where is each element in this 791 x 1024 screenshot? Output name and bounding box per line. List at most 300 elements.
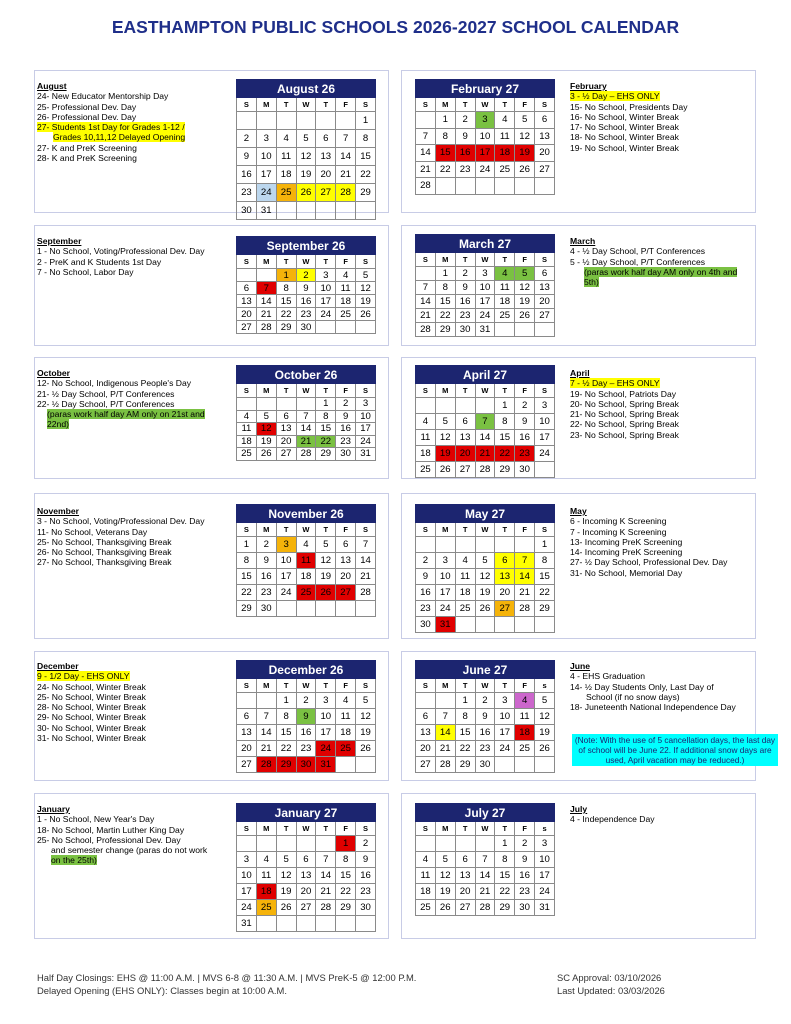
calendar-day: 15 <box>316 423 336 436</box>
calendar-day <box>256 693 276 709</box>
calendar-day: 21 <box>416 309 436 323</box>
calendar-day: 9 <box>356 852 376 868</box>
calendar-day: 21 <box>256 741 276 757</box>
calendar-day: 3 <box>276 537 296 553</box>
calendar-day: 18 <box>336 725 356 741</box>
calendar-day: 26 <box>256 448 276 461</box>
footer-right <box>557 971 665 997</box>
calendar-day: 28 <box>256 321 276 334</box>
day-of-week: S <box>535 384 555 398</box>
day-of-week: W <box>475 98 495 112</box>
note-line: 31- No School, Winter Break <box>37 733 146 744</box>
calendar-day <box>455 617 475 633</box>
note-line: 24- New Educator Mentorship Day <box>37 91 169 102</box>
notes-header: May <box>570 506 587 516</box>
calendar-day: 15 <box>276 725 296 741</box>
calendar-day: 13 <box>495 569 515 585</box>
calendar-day: 26 <box>316 585 336 601</box>
calendar-month-title: July 27 <box>416 804 555 822</box>
calendar-day: 20 <box>495 585 515 601</box>
day-of-week: S <box>356 822 376 836</box>
note-line: Grades 10,11,12 Delayed Opening <box>53 132 186 143</box>
calendar-day: 6 <box>336 537 356 553</box>
calendar-day: 24 <box>495 741 515 757</box>
calendar-day: 10 <box>475 281 495 295</box>
calendar-day: 1 <box>316 398 336 411</box>
calendar-month-title: September 26 <box>237 237 376 255</box>
day-of-week: W <box>475 523 495 537</box>
calendar-day: 17 <box>475 145 495 162</box>
calendar-day: 16 <box>515 868 535 884</box>
note-line: 7 - No School, Labor Day <box>37 266 134 277</box>
note-line: 26- No School, Thanksgiving Break <box>37 547 172 558</box>
calendar-day: 24 <box>356 435 376 448</box>
calendar-day: 6 <box>535 267 555 281</box>
calendar-day: 23 <box>356 884 376 900</box>
calendar-feb <box>415 79 555 195</box>
calendar-day: 20 <box>535 295 555 309</box>
calendar-day: 4 <box>336 269 356 282</box>
calendar-day: 18 <box>416 446 436 462</box>
calendar-day: 27 <box>237 757 257 773</box>
day-of-week: W <box>296 822 316 836</box>
day-of-week: T <box>455 523 475 537</box>
calendar-day: 21 <box>316 884 336 900</box>
day-of-week: S <box>535 523 555 537</box>
calendar-day: 26 <box>435 900 455 916</box>
calendar-day: 13 <box>296 868 316 884</box>
calendar-day: 1 <box>276 693 296 709</box>
calendar-day: 29 <box>276 321 296 334</box>
calendar-day: 13 <box>237 725 257 741</box>
calendar-day: 29 <box>316 448 336 461</box>
calendar-day: 11 <box>455 569 475 585</box>
calendar-day: 20 <box>237 741 257 757</box>
notes-nov <box>37 506 227 568</box>
day-of-week: T <box>495 384 515 398</box>
notes-header: October <box>37 368 70 378</box>
day-of-week: S <box>416 98 436 112</box>
calendar-day: 25 <box>455 601 475 617</box>
calendar-day: 31 <box>475 323 495 337</box>
calendar-day: 5 <box>316 537 336 553</box>
note-line: 7 - ½ Day – EHS ONLY <box>570 378 660 389</box>
note-line: 19- No School, Patriots Day <box>570 388 677 399</box>
day-of-week: S <box>416 679 436 693</box>
calendar-day: 19 <box>515 145 535 162</box>
note-line: 30- No School, Winter Break <box>37 722 146 733</box>
calendar-jun <box>415 660 555 773</box>
calendar-day: 19 <box>256 435 276 448</box>
calendar-day: 27 <box>495 601 515 617</box>
calendar-day: 22 <box>495 446 515 462</box>
calendar-day: 25 <box>336 308 356 321</box>
day-of-week: S <box>535 98 555 112</box>
calendar-day: 22 <box>435 161 455 178</box>
calendar-day: 26 <box>535 741 555 757</box>
calendar-day: 1 <box>276 269 296 282</box>
calendar-day: 28 <box>416 178 436 195</box>
calendar-day <box>535 462 555 478</box>
calendar-day <box>495 323 515 337</box>
notes-may <box>570 506 760 578</box>
calendar-day <box>515 537 535 553</box>
calendar-day <box>416 267 436 281</box>
calendar-day: 22 <box>316 435 336 448</box>
note-line: 22nd) <box>47 419 69 430</box>
calendar-day: 4 <box>455 553 475 569</box>
calendar-day: 6 <box>455 414 475 430</box>
day-of-week: S <box>416 523 436 537</box>
note-line: 25- No School, Professional Dev. Day <box>37 834 181 845</box>
calendar-day: 28 <box>316 900 336 916</box>
calendar-day: 16 <box>515 430 535 446</box>
day-of-week: W <box>475 253 495 267</box>
calendar-day <box>316 321 336 334</box>
calendar-day <box>276 202 296 220</box>
day-of-week: T <box>495 679 515 693</box>
calendar-day: 10 <box>475 128 495 145</box>
calendar-day: 12 <box>356 282 376 295</box>
calendar-day: 26 <box>515 161 535 178</box>
calendar-day: 5 <box>256 410 276 423</box>
calendar-day: 26 <box>356 308 376 321</box>
calendar-day: 12 <box>475 569 495 585</box>
calendar-day <box>237 836 257 852</box>
calendar-day: 30 <box>256 601 276 617</box>
calendar-day: 19 <box>515 295 535 309</box>
calendar-day: 29 <box>495 462 515 478</box>
day-of-week: M <box>435 679 455 693</box>
calendar-day: 12 <box>356 709 376 725</box>
calendar-oct <box>236 365 376 461</box>
calendar-day: 1 <box>455 693 475 709</box>
day-of-week: M <box>435 253 455 267</box>
calendar-day: 5 <box>276 852 296 868</box>
calendar-day: 7 <box>356 537 376 553</box>
day-of-week: F <box>336 679 356 693</box>
calendar-day: 25 <box>416 462 436 478</box>
calendar-day <box>237 269 257 282</box>
snow-day-note: (Note: With the use of 5 cancellation days, the last day of school will be June 22. If additional snow days are used, April vacation may be reduced.) <box>572 734 778 766</box>
calendar-day: 6 <box>237 282 257 295</box>
calendar-day: 23 <box>256 585 276 601</box>
calendar-day: 24 <box>535 884 555 900</box>
calendar-day: 7 <box>416 281 436 295</box>
day-of-week: S <box>416 253 436 267</box>
calendar-day: 14 <box>475 430 495 446</box>
note-line: 25- No School, Thanksgiving Break <box>37 536 172 547</box>
calendar-day: 17 <box>495 725 515 741</box>
calendar-day <box>256 398 276 411</box>
calendar-day: 2 <box>416 553 436 569</box>
calendar-day: 10 <box>316 709 336 725</box>
calendar-day: 22 <box>276 741 296 757</box>
calendar-day: 7 <box>256 282 276 295</box>
calendar-day: 25 <box>237 448 257 461</box>
note-line: 23- No School, Spring Break <box>570 429 679 440</box>
note-line: 27- ½ Day School, Professional Dev. Day <box>570 557 728 568</box>
calendar-day: 1 <box>495 398 515 414</box>
calendar-day: 8 <box>316 410 336 423</box>
calendar-day: 14 <box>356 553 376 569</box>
calendar-day <box>495 537 515 553</box>
calendar-day: 9 <box>455 281 475 295</box>
calendar-day: 21 <box>416 161 436 178</box>
note-line: 24- No School, Winter Break <box>37 681 146 692</box>
calendar-day: 22 <box>237 585 257 601</box>
calendar-day <box>435 398 455 414</box>
calendar-day: 23 <box>296 308 316 321</box>
calendar-day: 27 <box>296 900 316 916</box>
calendar-day: 17 <box>535 430 555 446</box>
day-of-week: s <box>535 822 555 836</box>
calendar-day: 31 <box>237 916 257 932</box>
calendar-day: 7 <box>515 553 535 569</box>
note-line: 25- Professional Dev. Day <box>37 101 137 112</box>
day-of-week: T <box>316 523 336 537</box>
note-line: 5th) <box>584 277 599 288</box>
calendar-day: 15 <box>535 569 555 585</box>
calendar-day: 5 <box>356 693 376 709</box>
calendar-mar <box>415 234 555 337</box>
calendar-day: 22 <box>435 309 455 323</box>
day-of-week: M <box>435 384 455 398</box>
day-of-week: S <box>356 255 376 269</box>
note-line: 31- No School, Memorial Day <box>570 567 683 578</box>
calendar-day: 19 <box>535 725 555 741</box>
calendar-day: 25 <box>495 309 515 323</box>
calendar-day <box>336 112 356 130</box>
note-line: 11- No School, Veterans Day <box>37 526 148 537</box>
note-line: 3 - ½ Day – EHS ONLY <box>570 91 660 102</box>
calendar-day: 21 <box>515 585 535 601</box>
notes-jan <box>37 804 227 866</box>
calendar-day: 11 <box>495 128 515 145</box>
calendar-day: 26 <box>296 184 316 202</box>
calendar-day: 26 <box>475 601 495 617</box>
calendar-day <box>495 617 515 633</box>
calendar-day: 19 <box>296 166 316 184</box>
note-line: 25- No School, Winter Break <box>37 691 146 702</box>
calendar-day <box>535 323 555 337</box>
calendar-month-title: August 26 <box>237 80 376 98</box>
calendar-day: 14 <box>296 423 316 436</box>
calendar-day: 6 <box>416 709 436 725</box>
calendar-day: 29 <box>336 900 356 916</box>
calendar-day: 7 <box>475 414 495 430</box>
calendar-day: 21 <box>435 741 455 757</box>
calendar-day: 8 <box>276 282 296 295</box>
note-line: 13- Incoming PreK Screening <box>570 536 683 547</box>
calendar-day: 14 <box>515 569 535 585</box>
calendar-day: 22 <box>276 308 296 321</box>
notes-header: March <box>570 236 596 246</box>
calendar-day: 2 <box>256 537 276 553</box>
note-line: 4 - EHS Graduation <box>570 671 645 682</box>
day-of-week: F <box>515 679 535 693</box>
day-of-week: F <box>515 523 535 537</box>
calendar-day: 5 <box>515 112 535 129</box>
calendar-day: 11 <box>416 430 436 446</box>
calendar-aug <box>236 79 376 220</box>
calendar-day: 12 <box>435 430 455 446</box>
note-line: 22- ½ Day School, P/T Conferences <box>37 398 175 409</box>
calendar-day <box>435 693 455 709</box>
calendar-day: 14 <box>256 725 276 741</box>
calendar-day: 15 <box>455 725 475 741</box>
calendar-day: 16 <box>296 725 316 741</box>
calendar-day: 25 <box>296 585 316 601</box>
calendar-day <box>276 112 296 130</box>
calendar-day: 16 <box>455 295 475 309</box>
calendar-day: 3 <box>475 267 495 281</box>
day-of-week: S <box>416 822 436 836</box>
calendar-day: 14 <box>435 725 455 741</box>
calendar-day: 13 <box>455 430 475 446</box>
calendar-day: 30 <box>515 462 535 478</box>
calendar-day: 12 <box>296 148 316 166</box>
calendar-day: 2 <box>296 693 316 709</box>
day-of-week: M <box>256 679 276 693</box>
delayed-opening: Delayed Opening (EHS ONLY): Classes begin at 10:00 A.M. <box>37 985 287 996</box>
calendar-day: 8 <box>535 553 555 569</box>
calendar-day: 1 <box>535 537 555 553</box>
calendar-day: 22 <box>356 166 376 184</box>
calendar-day: 7 <box>316 852 336 868</box>
calendar-day: 16 <box>475 725 495 741</box>
calendar-day: 25 <box>336 741 356 757</box>
day-of-week: T <box>455 679 475 693</box>
calendar-day <box>356 601 376 617</box>
calendar-day: 8 <box>495 852 515 868</box>
calendar-day: 6 <box>535 112 555 129</box>
calendar-day: 21 <box>356 569 376 585</box>
calendar-day <box>416 693 436 709</box>
calendar-day: 24 <box>237 900 257 916</box>
half-day-closings: Half Day Closings: EHS @ 11:00 A.M. | MVS 6-8 @ 11:30 A.M. | MVS PreK-5 @ 12:00 P.M. <box>37 972 417 983</box>
calendar-day: 18 <box>237 435 257 448</box>
notes-header: August <box>37 81 67 91</box>
calendar-day <box>336 601 356 617</box>
calendar-day: 4 <box>256 852 276 868</box>
calendar-day: 25 <box>416 900 436 916</box>
day-of-week: M <box>435 523 455 537</box>
calendar-day: 8 <box>435 281 455 295</box>
calendar-day: 8 <box>435 128 455 145</box>
calendar-day: 20 <box>336 569 356 585</box>
day-of-week: S <box>356 523 376 537</box>
calendar-day: 24 <box>316 308 336 321</box>
note-line: 29- No School, Winter Break <box>37 712 146 723</box>
day-of-week: S <box>356 679 376 693</box>
calendar-day <box>356 757 376 773</box>
calendar-day: 16 <box>416 585 436 601</box>
note-line: 17- No School, Winter Break <box>570 122 679 133</box>
day-of-week: T <box>276 255 296 269</box>
calendar-day: 20 <box>416 741 436 757</box>
calendar-month-title: October 26 <box>237 366 376 384</box>
calendar-day: 27 <box>237 321 257 334</box>
note-line: School (if no snow days) <box>586 691 680 702</box>
calendar-day <box>515 178 535 195</box>
calendar-day <box>535 757 555 773</box>
calendar-day <box>435 836 455 852</box>
day-of-week: F <box>336 98 356 112</box>
calendar-day <box>515 757 535 773</box>
calendar-dec <box>236 660 376 773</box>
day-of-week: T <box>316 384 336 398</box>
calendar-day: 16 <box>296 295 316 308</box>
calendar-day: 28 <box>475 900 495 916</box>
calendar-day: 9 <box>256 553 276 569</box>
calendar-day: 9 <box>416 569 436 585</box>
calendar-day <box>356 321 376 334</box>
day-of-week: T <box>495 98 515 112</box>
calendar-day: 3 <box>256 130 276 148</box>
calendar-day: 12 <box>435 868 455 884</box>
calendar-day <box>237 398 257 411</box>
calendar-day: 2 <box>356 836 376 852</box>
note-line: 4 - Independence Day <box>570 814 655 825</box>
calendar-day: 29 <box>535 601 555 617</box>
day-of-week: F <box>336 255 356 269</box>
calendar-day: 20 <box>296 884 316 900</box>
day-of-week: S <box>237 822 257 836</box>
day-of-week: T <box>495 523 515 537</box>
calendar-day: 21 <box>475 884 495 900</box>
calendar-day <box>356 916 376 932</box>
calendar-day: 5 <box>475 553 495 569</box>
note-line: 1 - No School, New Year's Day <box>37 814 155 825</box>
calendar-day: 11 <box>336 709 356 725</box>
calendar-day <box>455 398 475 414</box>
calendar-apr <box>415 365 555 478</box>
calendar-day: 2 <box>475 693 495 709</box>
day-of-week: M <box>435 822 455 836</box>
calendar-day: 4 <box>276 130 296 148</box>
note-line: 12- No School, Indigenous People's Day <box>37 378 192 389</box>
day-of-week: S <box>535 253 555 267</box>
day-of-week: W <box>296 384 316 398</box>
calendar-day: 31 <box>256 202 276 220</box>
notes-dec <box>37 661 227 743</box>
calendar-day: 3 <box>535 836 555 852</box>
calendar-day: 20 <box>237 308 257 321</box>
footer-left <box>37 971 416 997</box>
day-of-week: F <box>336 384 356 398</box>
calendar-day: 30 <box>336 448 356 461</box>
calendar-day: 19 <box>475 585 495 601</box>
calendar-day: 1 <box>336 836 356 852</box>
calendar-day <box>435 537 455 553</box>
calendar-day: 8 <box>495 414 515 430</box>
day-of-week: W <box>475 822 495 836</box>
note-line: (paras work half day AM only on 21st and <box>47 409 205 420</box>
calendar-day: 6 <box>495 553 515 569</box>
calendar-day: 11 <box>237 423 257 436</box>
calendar-day: 27 <box>455 462 475 478</box>
day-of-week: W <box>475 384 495 398</box>
calendar-day: 13 <box>455 868 475 884</box>
calendar-day: 8 <box>336 852 356 868</box>
calendar-day: 10 <box>495 709 515 725</box>
calendar-day <box>276 601 296 617</box>
day-of-week: S <box>237 679 257 693</box>
calendar-day: 23 <box>296 741 316 757</box>
calendar-day: 23 <box>475 741 495 757</box>
note-line: 19- No School, Winter Break <box>570 142 679 153</box>
